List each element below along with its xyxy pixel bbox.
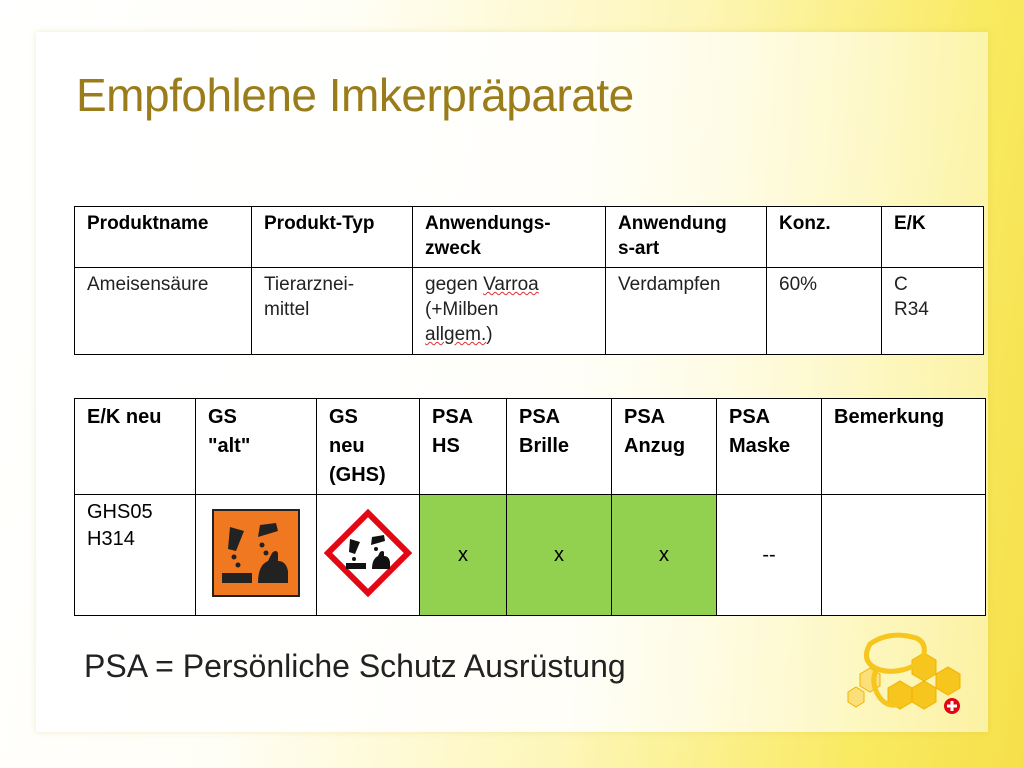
cell-gs-neu: [317, 495, 420, 616]
corrosive-orange-square-icon: [212, 509, 300, 597]
header-psa-maske: PSA Maske: [717, 399, 822, 495]
table-row: [75, 268, 984, 355]
zweck-line3: [425, 322, 593, 347]
zweck-allgem-word: allgem.: [425, 324, 487, 345]
product-table: [74, 206, 984, 355]
ghs05-corrosive-diamond-icon: [324, 509, 412, 597]
cell-psa-brille: x: [507, 495, 612, 616]
header-gs-neu: GS neu (GHS): [317, 399, 420, 495]
ek-line1: C: [894, 274, 908, 295]
ek-neu-line1: GHS05: [87, 501, 153, 523]
cell-ek: [882, 268, 984, 355]
zweck-line1-prefix: gegen: [425, 274, 484, 295]
ek-neu-line2: H314: [87, 528, 135, 550]
header-konz: Konz.: [767, 207, 882, 268]
produkt-typ-line2: mittel: [264, 299, 310, 320]
header-gs-alt: GS "alt": [196, 399, 317, 495]
bee-honeycomb-logo-icon: [840, 626, 970, 722]
table-header-row: [75, 399, 986, 495]
zweck-line2: (+Milben: [425, 299, 499, 320]
cell-bemerkung: [822, 495, 986, 616]
cell-psa-hs: x: [420, 495, 507, 616]
cell-produkt-typ: [252, 268, 413, 355]
zweck-line1: [425, 272, 593, 297]
safety-table: [74, 398, 986, 616]
page-title: Empfohlene Imkerpräparate: [76, 69, 634, 121]
ek-line2: R34: [894, 299, 929, 320]
table-row: [75, 495, 986, 616]
header-psa-brille: PSA Brille: [507, 399, 612, 495]
cell-gs-alt: [196, 495, 317, 616]
produkt-typ-line1: Tierarznei-: [264, 274, 355, 295]
cell-ek-neu: [75, 495, 196, 616]
zweck-line3-suffix: ): [486, 324, 493, 345]
header-produktname: Produktname: [75, 207, 252, 268]
header-bemerkung: Bemerkung: [822, 399, 986, 495]
header-psa-anzug: PSA Anzug: [612, 399, 717, 495]
header-ek: E/K: [882, 207, 984, 268]
header-psa-hs: PSA HS: [420, 399, 507, 495]
cell-psa-anzug: x: [612, 495, 717, 616]
cell-konz: 60%: [767, 268, 882, 355]
cell-produktname: Ameisensäure: [75, 268, 252, 355]
table-header-row: [75, 207, 984, 268]
zweck-varroa-word: Varroa: [483, 274, 539, 295]
header-anwendungszweck: Anwendungs- zweck: [413, 207, 606, 268]
cell-psa-maske: --: [717, 495, 822, 616]
header-ek-neu: E/K neu: [75, 399, 196, 495]
cell-anwendungszweck: [413, 268, 606, 355]
header-anwendungsart: Anwendung s-art: [606, 207, 767, 268]
header-produkt-typ: Produkt-Typ: [252, 207, 413, 268]
psa-footnote: PSA = Persönliche Schutz Ausrüstung: [84, 648, 626, 684]
cell-anwendungsart: Verdampfen: [606, 268, 767, 355]
